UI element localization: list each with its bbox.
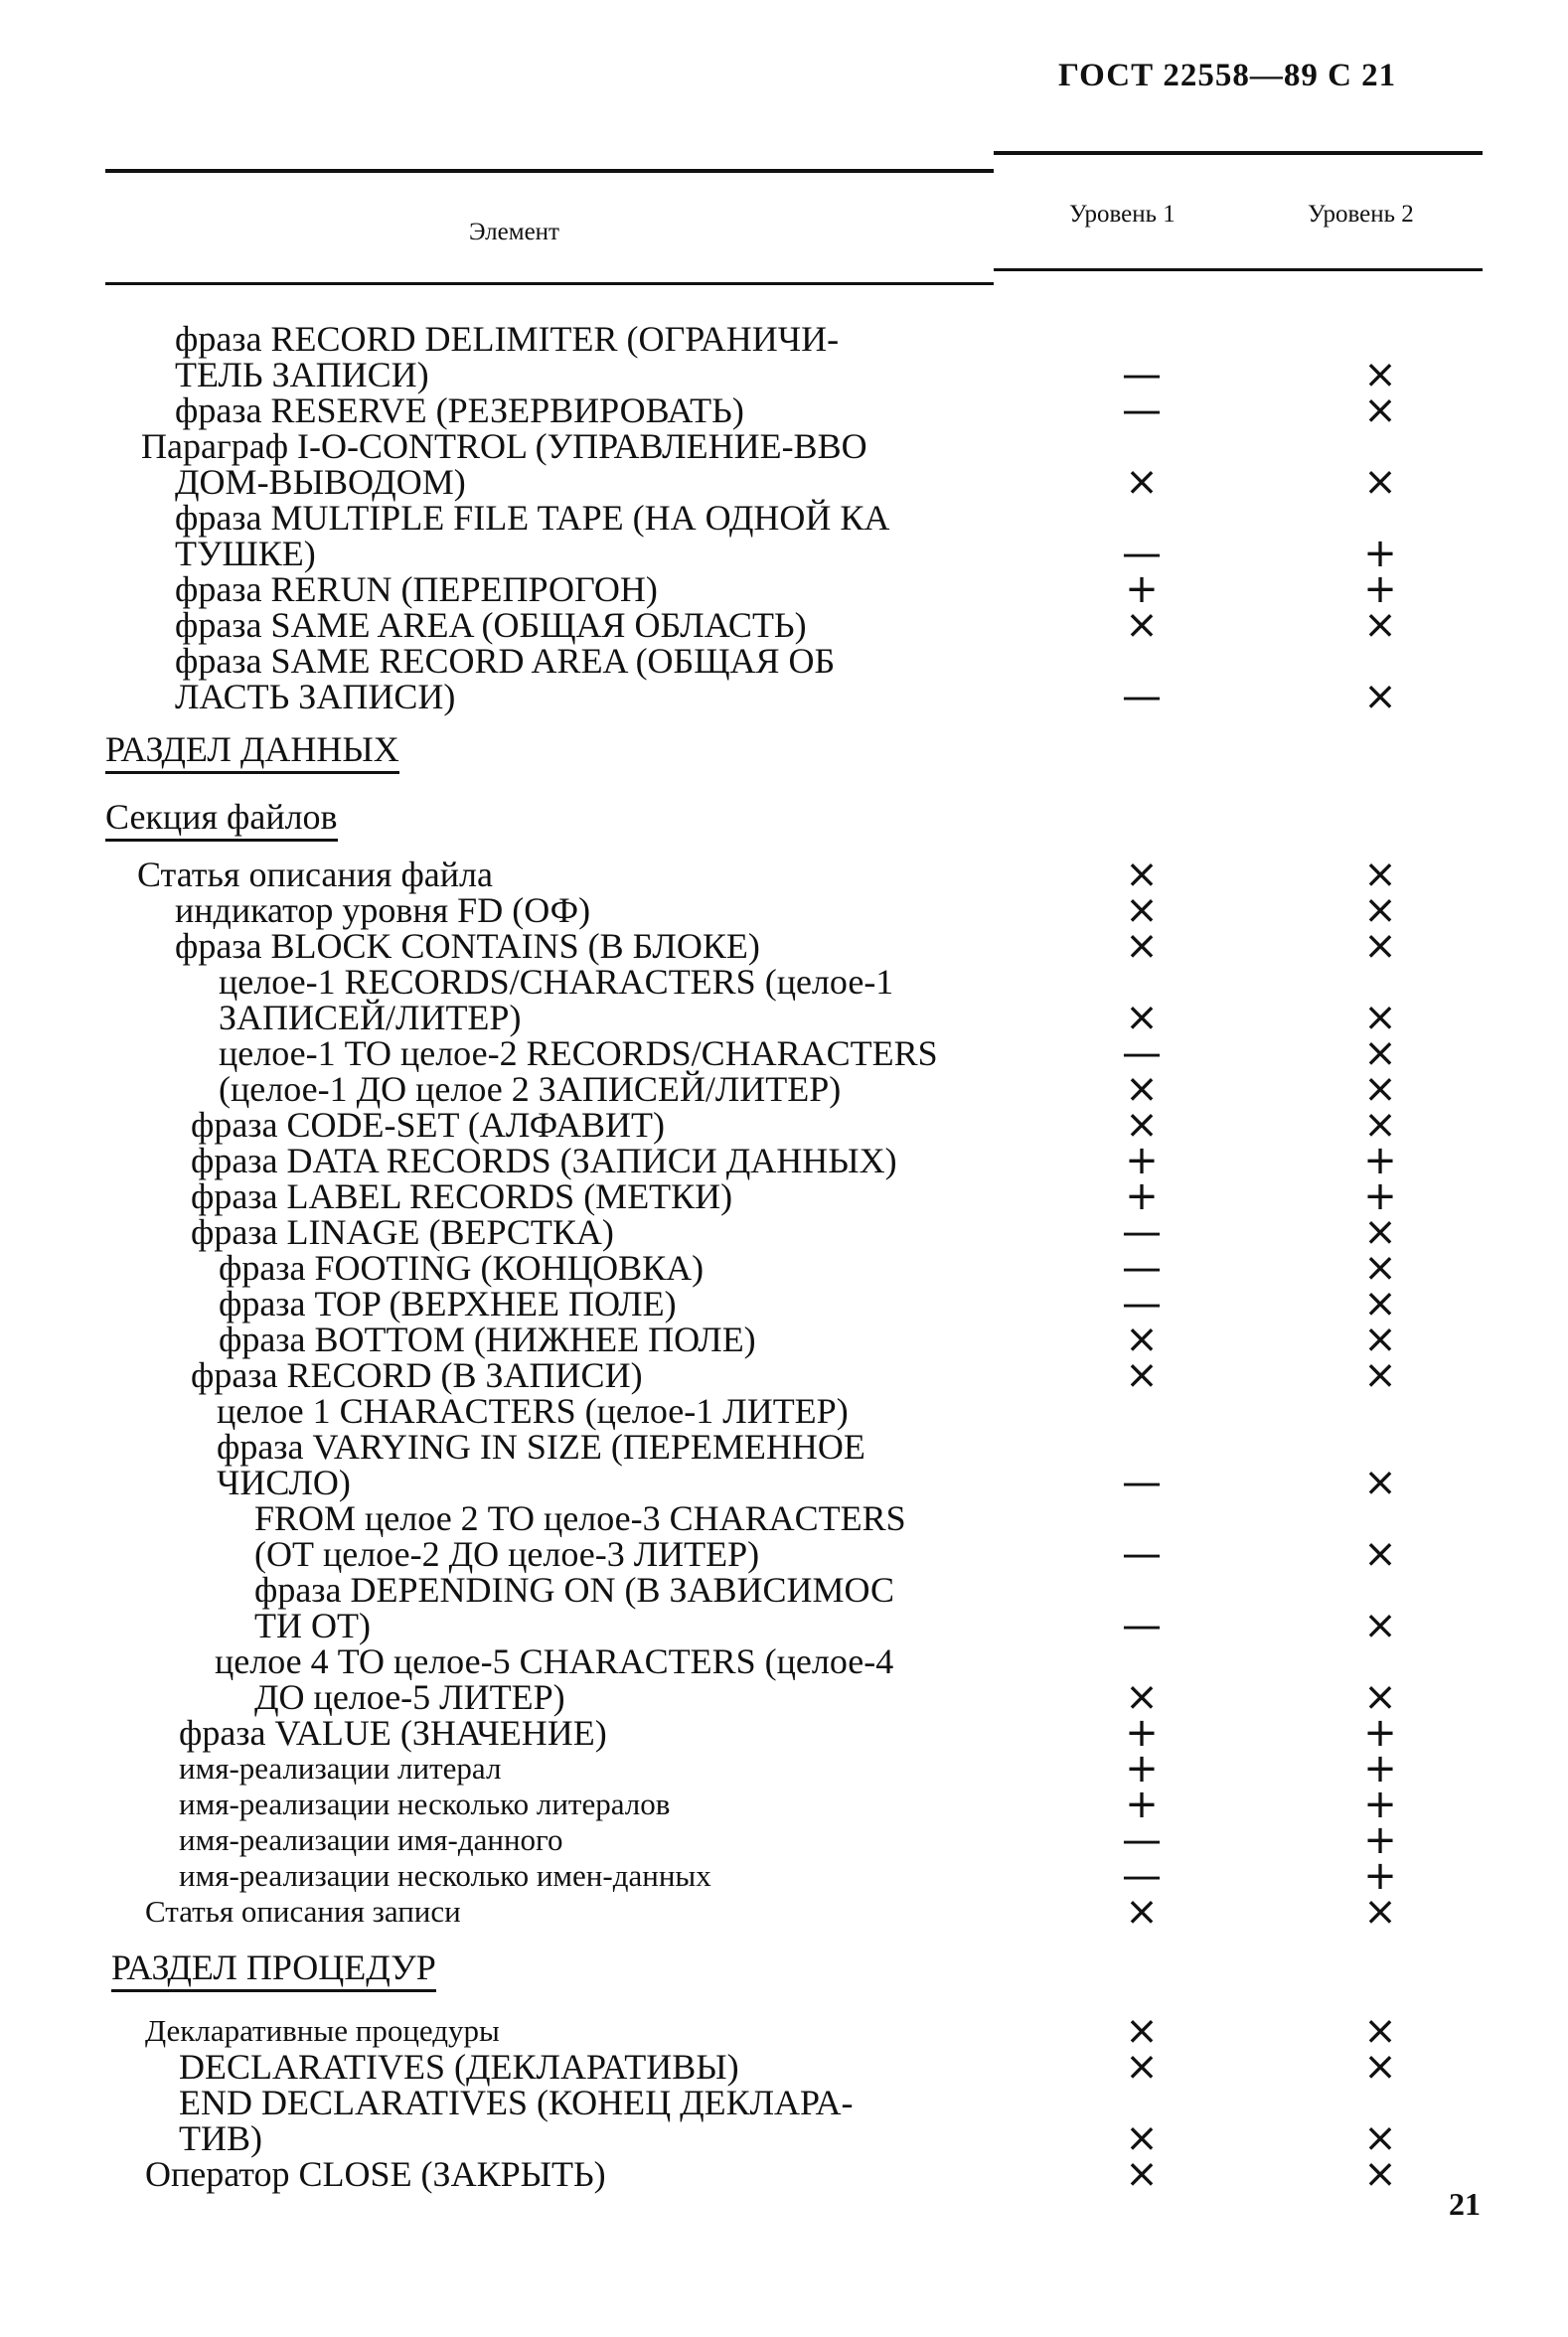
level2-mark: × — [1363, 887, 1397, 933]
level2-mark: × — [1363, 674, 1397, 719]
table-row-label: ДОМ-ВЫВОДОМ) — [175, 462, 466, 502]
level2-mark: × — [1363, 459, 1397, 505]
table-row-label: фраза RESERVE (РЕЗЕРВИРОВАТЬ) — [175, 390, 744, 430]
section-heading: РАЗДЕЛ ДАННЫХ — [105, 729, 399, 774]
level2-mark: + — [1363, 1173, 1397, 1219]
level1-mark: × — [1125, 2151, 1159, 2197]
running-header: ГОСТ 22558—89 С 21 — [1058, 58, 1397, 93]
table-row-label: Оператор CLOSE (ЗАКРЫТЬ) — [145, 2154, 606, 2194]
table-top-rule-right — [994, 151, 1483, 155]
level2-mark: + — [1363, 1817, 1397, 1863]
level1-mark: × — [1125, 1352, 1159, 1398]
level1-mark: — — [1122, 1603, 1162, 1648]
table-row-label: фраза TOP (ВЕРХНЕЕ ПОЛЕ) — [219, 1284, 677, 1324]
header-bottom-rule-left — [105, 282, 994, 285]
level2-mark: + — [1363, 1710, 1397, 1756]
level2-mark: × — [1363, 995, 1397, 1040]
section-heading: РАЗДЕЛ ПРОЦЕДУР — [111, 1948, 436, 1992]
table-row-label: Статья описания записи — [145, 1894, 461, 1929]
table-row-label: фраза DEPENDING ON (В ЗАВИСИМОС — [254, 1570, 894, 1610]
page-number: 21 — [1449, 2186, 1481, 2222]
level2-mark: × — [1363, 852, 1397, 897]
level1-mark: × — [1125, 1066, 1159, 1112]
table-row-label: целое 1 CHARACTERS (целое-1 ЛИТЕР) — [217, 1391, 849, 1431]
section-heading: Секция файлов — [105, 797, 338, 842]
table-row-label: Декларативные процедуры — [145, 2013, 500, 2048]
level2-mark: × — [1363, 2008, 1397, 2054]
level2-mark: × — [1363, 1460, 1397, 1505]
level2-mark: × — [1363, 1889, 1397, 1935]
column-header-level1: Уровень 1 — [1069, 201, 1176, 228]
level2-mark: × — [1363, 352, 1397, 397]
level1-mark: — — [1122, 388, 1162, 433]
table-row-label: (целое-1 ДО целое 2 ЗАПИСЕЙ/ЛИТЕР) — [219, 1069, 842, 1109]
level1-mark: — — [1122, 1281, 1162, 1326]
level1-mark: × — [1125, 923, 1159, 969]
level1-mark: × — [1125, 1102, 1159, 1148]
header-bottom-rule-right — [994, 268, 1483, 271]
table-row-label: имя-реализации имя-данного — [179, 1822, 563, 1857]
level1-mark: × — [1125, 2115, 1159, 2161]
level1-mark: — — [1122, 1460, 1162, 1505]
table-row-label: Статья описания файла — [137, 855, 493, 894]
level1-mark: × — [1125, 602, 1159, 648]
level1-mark: — — [1122, 1531, 1162, 1577]
table-row-label: ЧИСЛО) — [217, 1463, 351, 1502]
level2-mark: × — [1363, 1531, 1397, 1577]
level2-mark: + — [1363, 566, 1397, 612]
level2-mark: × — [1363, 923, 1397, 969]
table-row-label: фраза RECORD (В ЗАПИСИ) — [191, 1355, 643, 1395]
table-row-label: фраза LABEL RECORDS (МЕТКИ) — [191, 1176, 733, 1216]
table-row-label: фраза FOOTING (КОНЦОВКА) — [219, 1248, 705, 1288]
level2-mark: × — [1363, 2044, 1397, 2090]
level1-mark: × — [1125, 1889, 1159, 1935]
level1-mark: × — [1125, 2044, 1159, 2090]
level1-mark: × — [1125, 995, 1159, 1040]
table-row-label: END DECLARATIVES (КОНЕЦ ДЕКЛАРА- — [179, 2083, 854, 2122]
level1-mark: + — [1125, 1782, 1159, 1827]
level2-mark: × — [1363, 602, 1397, 648]
level2-mark: + — [1363, 531, 1397, 576]
level1-mark: — — [1122, 1817, 1162, 1863]
table-row-label: ЗАПИСЕЙ/ЛИТЕР) — [219, 998, 522, 1037]
level2-mark: × — [1363, 2115, 1397, 2161]
level1-mark: + — [1125, 1173, 1159, 1219]
level2-mark: × — [1363, 1674, 1397, 1720]
level2-mark: × — [1363, 1102, 1397, 1148]
level1-mark: × — [1125, 459, 1159, 505]
level1-mark: — — [1122, 1030, 1162, 1076]
table-row-label: фраза BOTTOM (НИЖНЕЕ ПОЛЕ) — [219, 1320, 756, 1359]
level2-mark: × — [1363, 2151, 1397, 2197]
table-row-label: фраза SAME AREA (ОБЩАЯ ОБЛАСТЬ) — [175, 605, 807, 645]
table-row-label: фраза DATA RECORDS (ЗАПИСИ ДАННЫХ) — [191, 1141, 897, 1180]
table-row-label: целое-1 TO целое-2 RECORDS/CHARACTERS — [219, 1033, 938, 1073]
table-row-label: DECLARATIVES (ДЕКЛАРАТИВЫ) — [179, 2047, 739, 2087]
table-row-label: индикатор уровня FD (ОФ) — [175, 890, 591, 930]
table-row-label: имя-реализации литерал — [179, 1751, 502, 1786]
level2-mark: × — [1363, 1281, 1397, 1326]
level1-mark: — — [1122, 1245, 1162, 1291]
table-row-label: фраза RECORD DELIMITER (ОГРАНИЧИ- — [175, 319, 840, 359]
table-row-label: ТИВ) — [179, 2118, 262, 2158]
level2-mark: × — [1363, 1603, 1397, 1648]
table-row-label: ЛАСТЬ ЗАПИСИ) — [175, 677, 456, 716]
level2-mark: + — [1363, 1746, 1397, 1792]
level1-mark: + — [1125, 1710, 1159, 1756]
table-row-label: целое 4 TO целое-5 CHARACTERS (целое-4 — [215, 1641, 894, 1681]
level1-mark: × — [1125, 852, 1159, 897]
table-row-label: ДО целое-5 ЛИТЕР) — [254, 1677, 565, 1717]
level1-mark: — — [1122, 674, 1162, 719]
level1-mark: + — [1125, 1746, 1159, 1792]
table-row-label: (ОТ целое-2 ДО целое-3 ЛИТЕР) — [254, 1534, 760, 1574]
level2-mark: × — [1363, 1245, 1397, 1291]
level1-mark: × — [1125, 887, 1159, 933]
table-row-label: фраза CODE-SET (АЛФАВИТ) — [191, 1105, 665, 1145]
table-row-label: имя-реализации несколько имен-данных — [179, 1858, 711, 1893]
table-row-label: ТЕЛЬ ЗАПИСИ) — [175, 355, 429, 394]
level2-mark: × — [1363, 1317, 1397, 1362]
level2-mark: + — [1363, 1138, 1397, 1183]
column-header-element: Элемент — [469, 219, 559, 245]
level1-mark: + — [1125, 1138, 1159, 1183]
level1-mark: × — [1125, 2008, 1159, 2054]
table-row-label: имя-реализации несколько литералов — [179, 1787, 671, 1821]
table-row-label: фраза LINAGE (ВЕРСТКА) — [191, 1212, 614, 1252]
table-row-label: целое-1 RECORDS/CHARACTERS (целое-1 — [219, 962, 894, 1002]
level1-mark: — — [1122, 1853, 1162, 1899]
level1-mark: — — [1122, 531, 1162, 576]
level2-mark: × — [1363, 1066, 1397, 1112]
table-row-label: фраза VARYING IN SIZE (ПЕРЕМЕННОЕ — [217, 1427, 865, 1467]
table-row-label: FROM целое 2 TO целое-3 CHARACTERS — [254, 1498, 906, 1538]
table-top-rule-left — [105, 169, 994, 173]
level2-mark: × — [1363, 1352, 1397, 1398]
table-row-label: фраза VALUE (ЗНАЧЕНИЕ) — [179, 1713, 607, 1753]
level2-mark: × — [1363, 388, 1397, 433]
level1-mark: — — [1122, 1209, 1162, 1255]
table-row-label: фраза SAME RECORD AREA (ОБЩАЯ ОБ — [175, 641, 836, 681]
table-row-label: фраза RERUN (ПЕРЕПРОГОН) — [175, 569, 658, 609]
table-row-label: Параграф I-O-CONTROL (УПРАВЛЕНИЕ-ВВО — [141, 426, 867, 466]
level1-mark: × — [1125, 1674, 1159, 1720]
table-row-label: ТУШКЕ) — [175, 534, 316, 573]
level2-mark: × — [1363, 1209, 1397, 1255]
level1-mark: × — [1125, 1317, 1159, 1362]
level1-mark: — — [1122, 352, 1162, 397]
table-row-label: фраза MULTIPLE FILE TAPE (НА ОДНОЙ КА — [175, 498, 890, 538]
table-row-label: ТИ ОТ) — [254, 1606, 371, 1645]
level2-mark: × — [1363, 1030, 1397, 1076]
table-row-label: фраза BLOCK CONTAINS (В БЛОКЕ) — [175, 926, 760, 966]
level2-mark: + — [1363, 1853, 1397, 1899]
column-header-level2: Уровень 2 — [1308, 201, 1414, 228]
level2-mark: + — [1363, 1782, 1397, 1827]
level1-mark: + — [1125, 566, 1159, 612]
